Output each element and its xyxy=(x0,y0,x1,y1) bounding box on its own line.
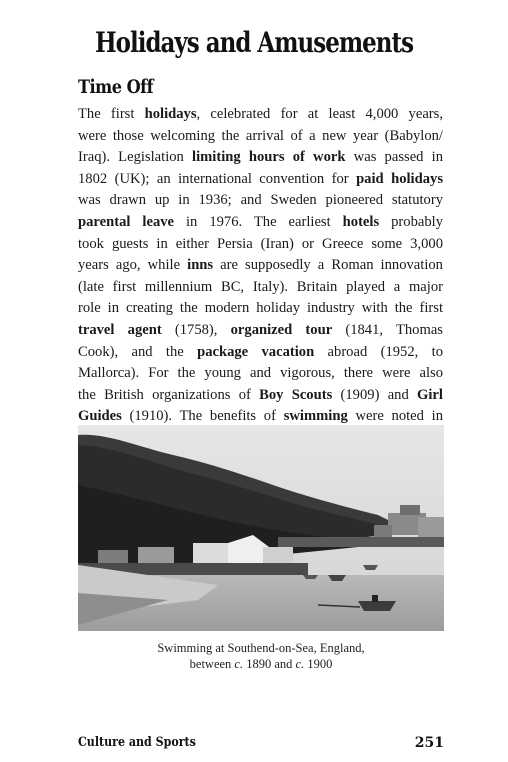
section-heading: Time Off xyxy=(78,76,154,98)
bold-term: swimming xyxy=(283,408,348,425)
bold-term: inns xyxy=(187,257,214,274)
text-run: abroad (1952, to xyxy=(314,343,443,360)
text-run: took guests in either Persia (Iran) or Greece some 3,000 xyxy=(78,235,443,252)
text-run: role in creating the modern holiday industry with the first xyxy=(78,300,443,317)
text-run: were noted in xyxy=(347,408,444,425)
body-line xyxy=(78,342,443,364)
body-line xyxy=(78,255,443,277)
historic-beach-photo xyxy=(78,425,444,631)
text-run: 1802 (UK); an international convention for xyxy=(78,170,357,187)
text-run: in 1976. The earliest xyxy=(174,213,343,230)
page-number: 251 xyxy=(414,735,444,751)
body-line xyxy=(78,169,443,191)
body-line xyxy=(78,363,443,385)
bold-term: travel agent xyxy=(78,321,162,338)
body-line xyxy=(78,385,443,407)
bold-term: package vacation xyxy=(197,343,315,360)
text-run: were those welcoming the arrival of a new year (Babylon/ xyxy=(78,127,443,144)
bold-term: paid holidays xyxy=(356,170,443,187)
caption-line-1: Swimming at Southend-on-Sea, England, xyxy=(157,641,365,655)
bold-term: Guides xyxy=(78,408,122,425)
text-run: the British organizations of xyxy=(78,386,260,403)
beach-photo-illustration xyxy=(78,425,444,631)
body-line xyxy=(78,234,443,256)
body-line xyxy=(78,298,443,320)
text-run: The first xyxy=(78,106,145,122)
body-line xyxy=(78,277,443,299)
running-footer-section: Culture and Sports xyxy=(78,735,196,750)
text-run: Iraq). Legislation xyxy=(78,149,193,166)
text-run: Cook), and the xyxy=(78,343,198,360)
text-run: was drawn up in 1936; and Sweden pioneered statutory xyxy=(78,192,443,209)
body-paragraph xyxy=(78,104,443,428)
text-run: (1910). The benefits of xyxy=(121,408,284,425)
bold-term: holidays xyxy=(144,106,197,122)
body-line xyxy=(78,104,443,126)
photo-caption xyxy=(78,640,444,672)
body-line xyxy=(78,126,443,148)
text-run: Mallorca). For the young and vigorous, there were also xyxy=(78,365,443,382)
text-run: (1841, Thomas xyxy=(332,321,443,338)
page-title: Holidays and Amusements xyxy=(94,26,414,59)
bold-term: organized tour xyxy=(230,321,333,338)
text-run: , celebrated for at least 4,000 years, xyxy=(196,106,443,122)
body-line xyxy=(78,147,443,169)
text-run: was passed in xyxy=(345,149,443,166)
bold-term: hotels xyxy=(342,213,380,230)
caption-line-2: between c. 1890 and c. 1900 xyxy=(189,657,333,671)
bold-term: Boy Scouts xyxy=(259,386,333,403)
body-line xyxy=(78,320,443,342)
bold-term: limiting hours of work xyxy=(192,149,346,166)
body-line xyxy=(78,190,443,212)
bold-term: Girl xyxy=(417,386,443,403)
text-run: (1909) and xyxy=(332,386,418,403)
text-run: (1758), xyxy=(161,321,231,338)
text-run: probably xyxy=(379,213,443,230)
text-run: are supposedly a Roman innovation xyxy=(213,257,443,274)
text-run: (late first millennium BC, Italy). Britain played a major xyxy=(78,278,443,295)
bold-term: parental leave xyxy=(78,213,175,230)
text-run: years ago, while xyxy=(78,257,188,274)
body-line xyxy=(78,212,443,234)
